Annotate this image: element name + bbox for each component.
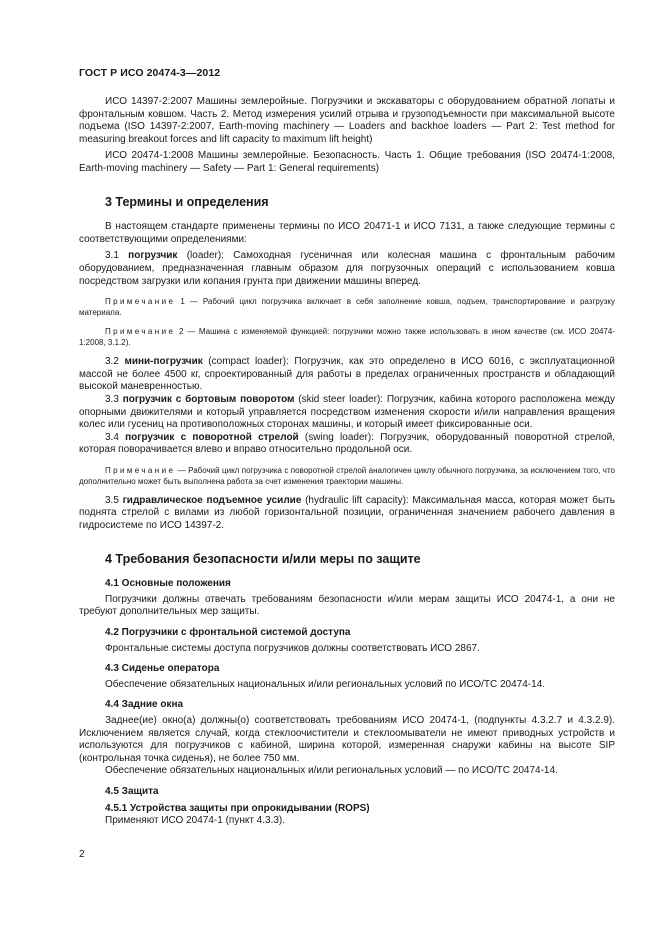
reference-iso-20474-1: ИСО 20474-1:2008 Машины землеройные. Безопасность. Часть 1. Общие требования (ISO 20474-1:2008, Earth-moving machinery — Safety — Part 1: General requirements)	[79, 150, 615, 174]
term-number: 3.4	[105, 431, 126, 443]
term-definition: (loader): Самоходная гусеничная или колесная машина с фронтальным рабочим оборудованием, предназначенная главным образом для погрузочных операций с использованием ковша посредством загрузки или копания грунта при движении машины вперед.	[79, 250, 615, 287]
term-number: 3.1	[105, 250, 129, 262]
page-number: 2	[79, 849, 85, 860]
subsection-4-5-1-text: Применяют ИСО 20474-1 (пункт 4.3.3).	[105, 815, 286, 827]
note-text: 1 — Рабочий цикл погрузчика включает в себя заполнение ковша, подъем, транспортирование и разгрузку материала.	[79, 297, 615, 318]
term-name: мини-погрузчик	[124, 356, 203, 368]
note-3	[79, 465, 615, 487]
term-name: погрузчик с поворотной стрелой	[125, 431, 299, 443]
term-definition: (skid steer loader): Погрузчик, кабина которого расположена между опорными движителями и который управляется посредством изменения скорости и/или направления вращения колес или гусениц на противоположных сторонах машины, и который имеет фиксированные оси.	[79, 393, 615, 431]
term-number: 3.2	[105, 356, 125, 368]
subsection-4-3-text: Обеспечение обязательных национальных и/или региональных условий по ИСО/ТС 20474-14.	[105, 678, 546, 690]
term-name: гидравлическое подъемное усилие	[122, 494, 302, 506]
document-body	[79, 96, 615, 828]
subsection-4-3-title: 4.3 Сиденье оператора	[105, 663, 220, 675]
note-1	[79, 296, 615, 318]
term-definition: (compact loader): Погрузчик, как это определено в ИСО 6016, с эксплуатационной массой не более 4500 кг, спроектированный для работы в пределах ограниченных пространств и обладающий высокой маневренностью.	[79, 356, 615, 393]
subsection-4-2-text: Фронтальные системы доступа погрузчиков должны соответствовать ИСО 2867.	[105, 642, 480, 654]
term-3-1	[79, 250, 615, 288]
note-text: 2 — Машина с изменяемой функцией: погрузчики можно также использовать в ином качестве (см. ИСО 20474-1:2008, 3.1.2).	[79, 327, 615, 348]
subsection-4-4-text-2: Обеспечение обязательных национальных и/или региональных условий — по ИСО/ТС 20474-14.	[105, 765, 558, 777]
subsection-4-2-title: 4.2 Погрузчики с фронтальной системой доступа	[105, 627, 351, 639]
term-3-3	[79, 394, 615, 432]
note-2	[79, 326, 615, 348]
subsection-4-1-text: Погрузчики должны отвечать требованиям безопасности и/или мерам защиты ИСО 20474-1, а они не требуют дополнительных мер защиты.	[79, 593, 615, 618]
section-3-intro: В настоящем стандарте применены термины по ИСО 20471-1 и ИСО 7131, а также следующие термины с соответствующими определениями:	[79, 221, 615, 245]
term-name: погрузчик с бортовым поворотом	[122, 393, 295, 405]
subsection-4-5-1-title: 4.5.1 Устройства защиты при опрокидывании (ROPS)	[105, 802, 370, 814]
note-label: Примечание	[105, 327, 176, 337]
note-text: — Рабочий цикл погрузчика с поворотной стрелой аналогичен циклу обычного погрузчика, за исключением того, что дополнительно может быть выполнена работа за счет изменения траектории машины.	[79, 465, 615, 486]
term-3-5	[79, 495, 615, 533]
term-definition: (hydraulic lift capacity): Максимальная масса, которая может быть поднята стрелой с вилами из любой горизонтальной позиции, ограниченная значением рабочего давления в гидросистеме по ИСО 14397-2.	[79, 494, 615, 532]
term-definition: (swing loader): Погрузчик, оборудованный поворотной стрелой, которая поворачивается влево и вправо относительно продольной оси.	[79, 431, 616, 456]
subsection-4-4-title: 4.4 Задние окна	[105, 699, 184, 711]
subsection-4-1-title: 4.1 Основные положения	[105, 578, 231, 590]
reference-iso-14397-2: ИСО 14397-2:2007 Машины землеройные. Погрузчики и экскаваторы с оборудованием обратной лопаты и фронтальным ковшом. Часть 2. Метод измерения усилий отрыва и грузоподъемности при максимальной высоте подъема (ISO 14397-2:2007, Earth-moving machinery — Loaders and backhoe loaders — Part 2: Test method for measuring breakout forces and lift capacity to maximum lift height)	[79, 96, 615, 145]
term-number: 3.5	[105, 494, 123, 506]
note-label: Примечание	[105, 465, 176, 475]
term-3-2	[79, 356, 615, 394]
term-number: 3.3	[105, 393, 123, 405]
term-3-4	[79, 432, 615, 457]
section-4-title: 4 Требования безопасности и/или меры по защите	[105, 551, 421, 566]
section-3-title: 3 Термины и определения	[105, 194, 269, 209]
subsection-4-5-title: 4.5 Защита	[105, 785, 159, 797]
term-name: погрузчик	[128, 250, 178, 262]
document-header: ГОСТ Р ИСО 20474-3—2012	[79, 67, 221, 79]
note-label: Примечание	[105, 297, 176, 307]
subsection-4-4-text-1: Заднее(ие) окно(а) должны(о) соответствовать требованиям ИСО 20474-1, (подпункты 4.3.2.7 и 4.3.2.9). Исключением является случай, когда стеклоочистители и стеклоомыватели не имеют приводных устройств и используются для погрузчиков с кабиной, ширина которой, измеренная снаружи кабины на высоте SIP (контрольная точка сиденья), не более 750 мм.	[79, 715, 615, 764]
